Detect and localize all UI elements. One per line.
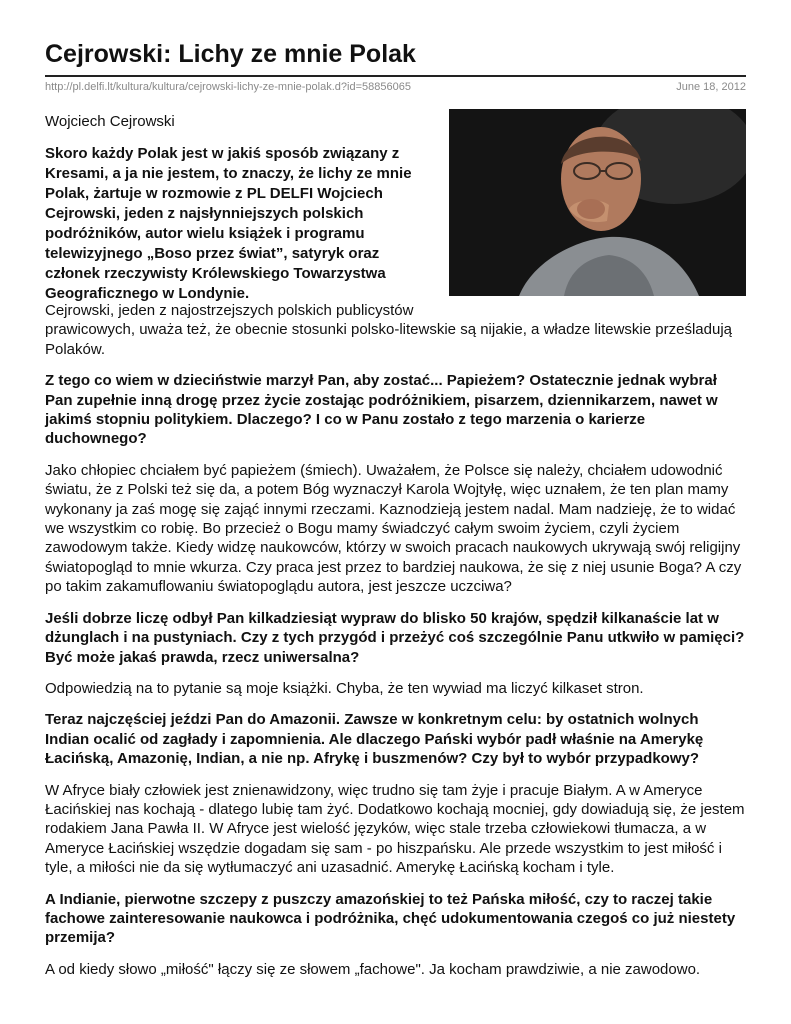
answer-4: A od kiedy słowo „miłość" łączy się ze słowem „fachowe". Ja kocham prawdziwie, a nie zawodowo.	[45, 960, 701, 978]
article-body	[45, 301, 746, 991]
title-divider	[45, 75, 746, 77]
publish-date: June 18, 2012	[676, 81, 746, 93]
source-url[interactable]: http://pl.delfi.lt/kultura/kultura/cejrowski-lichy-ze-mnie-polak.d?id=58856065	[45, 81, 411, 93]
intro-line-1: Cejrowski, jeden z najostrzejszych polskich publicystów	[45, 302, 414, 319]
question-3: Teraz najczęściej jeździ Pan do Amazonii. Zawsze w konkretnym celu: by ostatnich wolnych Indian ocalić od zagłady i zapomnienia. Ale dlaczego Pański wybór padł właśnie na Amerykę Łacińską, Amazonię, Indian, a nie np. Afrykę i buszmenów? Czy był to wybór przypadkowy?	[45, 711, 704, 768]
question-1: Z tego co wiem w dzieciństwie marzył Pan, aby zostać... Papieżem? Ostatecznie jednak wybrał Pan zupełnie inną drogę przez życie zostając podróżnikiem, pisarzem, dziennikarzem, nawet w jakimś stopniu politykiem. Dlaczego? I co w Panu zostało z tego marzenia o karierze duchownego?	[45, 372, 718, 448]
author-name: Wojciech Cejrowski	[45, 113, 175, 130]
question-2: Jeśli dobrze liczę odbył Pan kilkadziesiąt wypraw do blisko 50 krajów, spędził kilkanaście lat w dżunglach i na pustyniach. Czy z tych przygód i przeżyć coś szczególnie Panu utkwiło w pamięci? Być może jakaś prawda, rzecz uniwersalna?	[45, 609, 745, 666]
article-title: Cejrowski: Lichy ze mnie Polak	[45, 40, 416, 68]
answer-3: W Afryce biały człowiek jest znienawidzony, więc trudno się tam żyje i pracuje Białym. A w Ameryce Łacińskiej nas kochają - dlatego lubię tam żyć. Dodatkowo kochają mocniej, gdy dowiadują się, że jestem rodakiem Jana Pawła II. W Afryce jest wielość języków, więc stale trzeba człowiekowi tłumacza, a w Ameryce Łacińskiej wszędzie dogadam się sam - po hiszpańsku. Ale przede wszystkim to jest miłość i tyle, a miłości nie da się wytłumaczyć ani uzasadnić. Amerykę Łacińską kocham i tyle.	[45, 781, 745, 877]
author-photo	[449, 109, 746, 296]
intro-paragraph	[45, 301, 746, 359]
question-4: A Indianie, pierwotne szczepy z puszczy amazońskiej to też Pańska miłość, czy to raczej takie fachowe zainteresowanie naukowca i podróżnika, chęć udokumentowania czegoś co już niestety przemija?	[45, 890, 736, 947]
intro-line-2: prawicowych, uważa też, że obecnie stosunki polsko-litewskie są nijakie, a władze litewskie prześladują Polaków.	[45, 321, 732, 358]
answer-1: Jako chłopiec chciałem być papieżem (śmiech). Uważałem, że Polsce się należy, chciałem udowodnić światu, że z Polski też się da, a potem Bóg wyznaczył Karola Wojtyłę, więc uznałem, że ten plan mamy wykonany ja zaś mogę się zająć innymi rzeczami. Kaznodzieją jestem nadal. Mam nadzieję, że to widać we wszystkim co robię. Bo przecież o Bogu mamy świadczyć całym swoim życiem, czyli życiem zawodowym także. Kiedy widzę naukowców, którzy w swoich pracach naukowych ukrywają swój religijny światopogląd to mnie wkurza. Czy praca jest przez to bardziej naukowa, że się z niej usunie Boga? A czy po takim zakamuflowaniu światopoglądu autora, jest jeszcze uczciwa?	[45, 461, 742, 596]
answer-2: Odpowiedzią na to pytanie są moje książki. Chyba, że ten wywiad ma liczyć kilkaset stron.	[45, 679, 644, 697]
article-lead: Skoro każdy Polak jest w jakiś sposób związany z Kresami, a ja nie jestem, to znaczy, że lichy ze mnie Polak, żartuje w rozmowie z PL DELFI Wojciech Cejrowski, jeden z najsłynniejszych polskich podróżników, autor wielu książek i programu telewizyjnego „Boso przez świat”, satyryk oraz członek rzeczywisty Królewskiego Towarzystwa Geograficznego w Londynie.	[45, 145, 412, 302]
